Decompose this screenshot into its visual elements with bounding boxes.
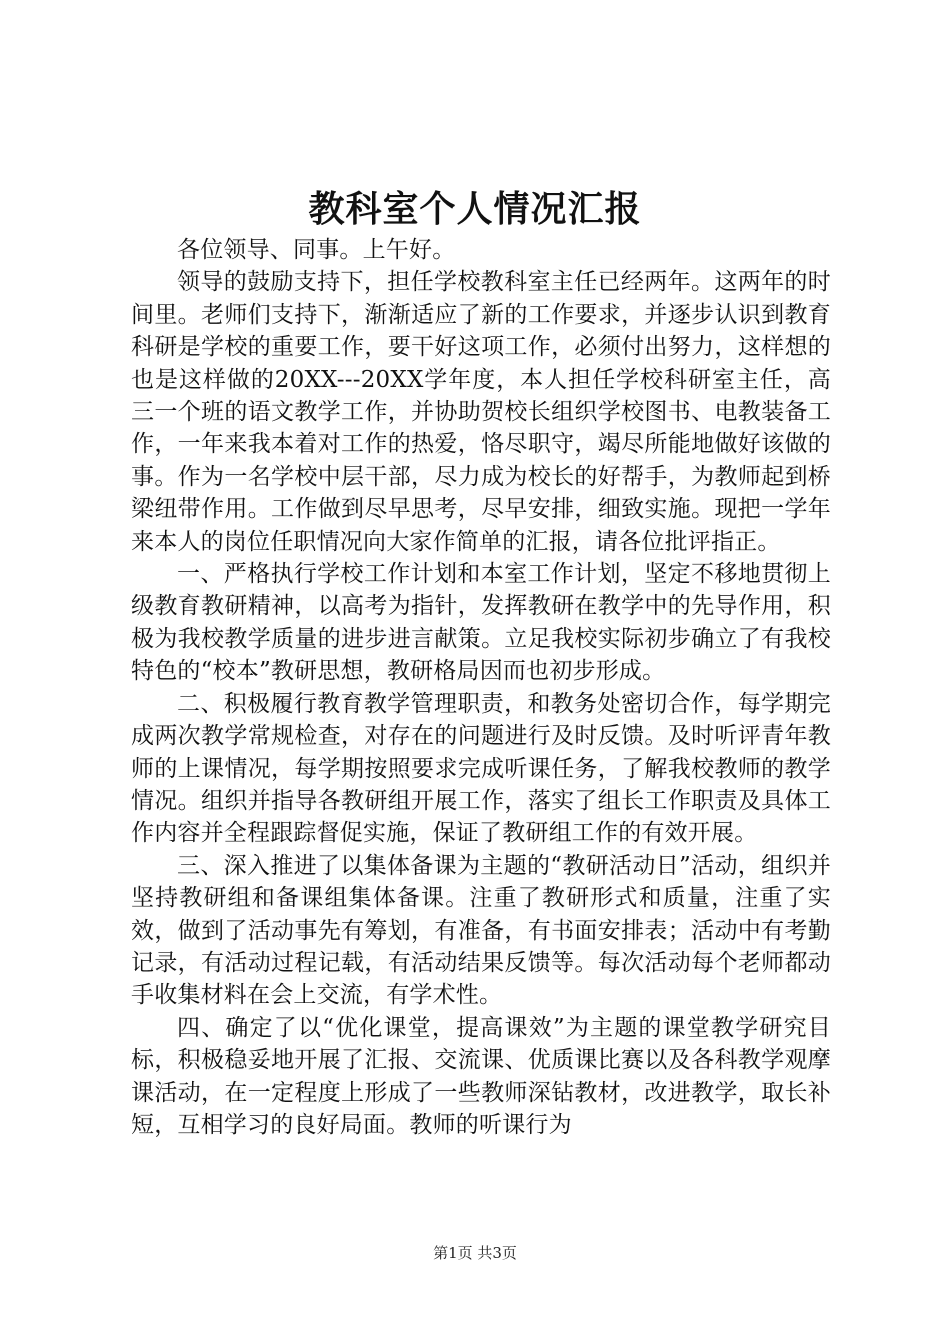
- section-two-paragraph: 二、积极履行教育教学管理职责，和教务处密切合作，每学期完成两次教学常规检查，对存在的问题进行及时反馈。及时听评青年教师的上课情况，每学期按照要求完成听课任务，了解我校教师的教学情况。组织并指导各教研组开展工作，落实了组长工作职责及具体工作内容并全程跟踪督促实施，保证了教研组工作的有效开展。: [131, 690, 831, 847]
- section-one-paragraph: 一、严格执行学校工作计划和本室工作计划，坚定不移地贯彻上级教育教研精神，以高考为指针，发挥教研在教学中的先导作用，积极为我校教学质量的进步进言献策。立足我校实际初步确立了有我校特色的“校本”教研思想，教研格局因而也初步形成。: [131, 561, 831, 685]
- page-number-footer: 第1页 共3页: [433, 1244, 517, 1262]
- document-title: 教科室个人情况汇报: [308, 188, 642, 230]
- document-body: [131, 234, 831, 1141]
- section-three-paragraph: 三、深入推进了以集体备课为主题的“教研活动日”活动，组织并坚持教研组和备课组集体备课。注重了教研形式和质量，注重了实效，做到了活动事先有筹划，有准备，有书面安排表；活动中有考勤记录，有活动过程记载，有活动结果反馈等。每次活动每个老师都动手收集材料在会上交流，有学术性。: [131, 852, 831, 1009]
- section-four-paragraph: 四、确定了以“优化课堂，提高课效”为主题的课堂教学研究目标，积极稳妥地开展了汇报、交流课、优质课比赛以及各科教学观摩课活动，在一定程度上形成了一些教师深钻教材，改进教学，取长补短，互相学习的良好局面。教师的听课行为: [131, 1014, 831, 1138]
- intro-paragraph: 领导的鼓励支持下，担任学校教科室主任已经两年。这两年的时间里。老师们支持下，渐渐适应了新的工作要求，并逐步认识到教育科研是学校的重要工作，要干好这项工作，必须付出努力，这样想的也是这样做的20XX---20XX学年度，本人担任学校科研室主任，高三一个班的语文教学工作，并协助贺校长组织学校图书、电教装备工作，一年来我本着对工作的热爱，恪尽职守，竭尽所能地做好该做的事。作为一名学校中层干部，尽力成为校长的好帮手，为教师起到桥梁纽带作用。工作做到尽早思考，尽早安排，细致实施。现把一学年来本人的岗位任职情况向大家作简单的汇报，请各位批评指正。: [131, 269, 831, 555]
- greeting-paragraph: 各位领导、同事。上午好。: [177, 237, 456, 263]
